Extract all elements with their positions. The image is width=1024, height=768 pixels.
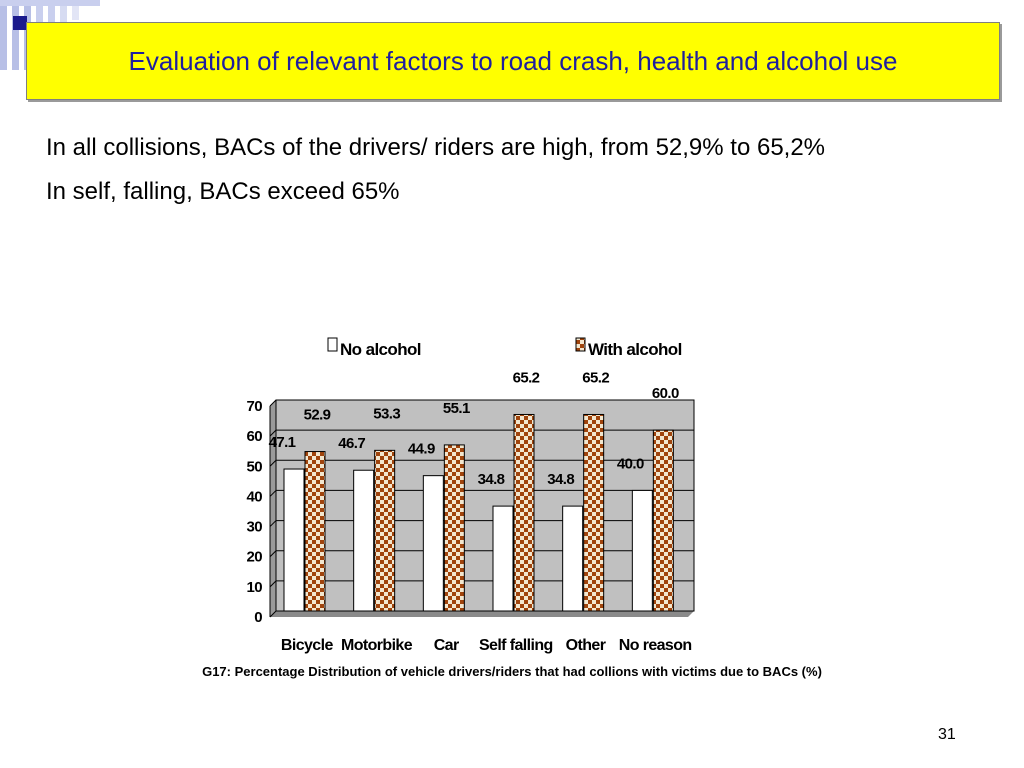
bar-no-alcohol — [423, 476, 443, 611]
bullet-item-1: In all collisions, BACs of the drivers/ riders are high, from 52,9% to 65,2% — [46, 134, 826, 161]
y-tick-label: 60 — [246, 428, 262, 446]
data-label: 44.9 — [407, 440, 435, 458]
bar-no-alcohol — [493, 506, 513, 611]
bar-no-alcohol — [354, 470, 374, 611]
x-tick-label: Other — [565, 637, 606, 654]
x-tick-label: No reason — [618, 637, 692, 654]
data-label: 65.2 — [582, 369, 610, 387]
y-tick-label: 40 — [246, 488, 262, 506]
legend-entry: No alcohol — [340, 340, 421, 359]
data-label: 53.3 — [373, 405, 401, 423]
bar-no-alcohol — [563, 506, 583, 611]
y-tick-label: 50 — [246, 458, 262, 476]
x-tick-label: Bicycle — [280, 637, 333, 654]
data-label: 34.8 — [547, 471, 575, 489]
y-tick-label: 0 — [254, 609, 262, 626]
x-tick-label: Car — [433, 637, 459, 654]
bar-no-alcohol — [284, 469, 304, 611]
data-label: 40.0 — [616, 455, 644, 473]
data-label: 60.0 — [651, 385, 679, 403]
legend-entry: With alcohol — [588, 340, 682, 359]
data-label: 34.8 — [477, 471, 505, 489]
data-label: 52.9 — [303, 406, 331, 424]
y-tick-label: 70 — [246, 398, 262, 415]
bar-no-alcohol — [632, 490, 652, 611]
y-tick-label: 10 — [246, 578, 262, 596]
y-tick-label: 30 — [246, 518, 262, 536]
data-label: 46.7 — [338, 435, 366, 453]
slide-title: Evaluation of relevant factors to road crash, health and alcohol use — [128, 45, 898, 76]
y-tick-label: 20 — [246, 548, 262, 566]
bar-with-alcohol — [653, 430, 673, 611]
plot-floor — [270, 611, 694, 617]
bar-with-alcohol — [444, 445, 464, 611]
data-label: 65.2 — [512, 369, 540, 387]
legend-swatch — [576, 338, 585, 351]
bar-with-alcohol — [514, 414, 534, 611]
page-number: 31 — [938, 726, 956, 743]
legend-swatch — [328, 338, 337, 351]
plot-area — [276, 400, 694, 611]
bar-with-alcohol — [584, 414, 604, 611]
x-tick-label: Motorbike — [340, 637, 413, 654]
x-tick-label: Self falling — [478, 637, 553, 654]
data-label: 47.1 — [268, 434, 296, 452]
bullet-item-2: In self, falling, BACs exceed 65% — [46, 178, 400, 205]
chart-caption: G17: Percentage Distribution of vehicle drivers/riders that had collions with victims due to BACs (%) — [202, 664, 822, 679]
bar-with-alcohol — [375, 450, 395, 611]
data-label: 55.1 — [442, 399, 470, 417]
bar-with-alcohol — [305, 452, 325, 611]
